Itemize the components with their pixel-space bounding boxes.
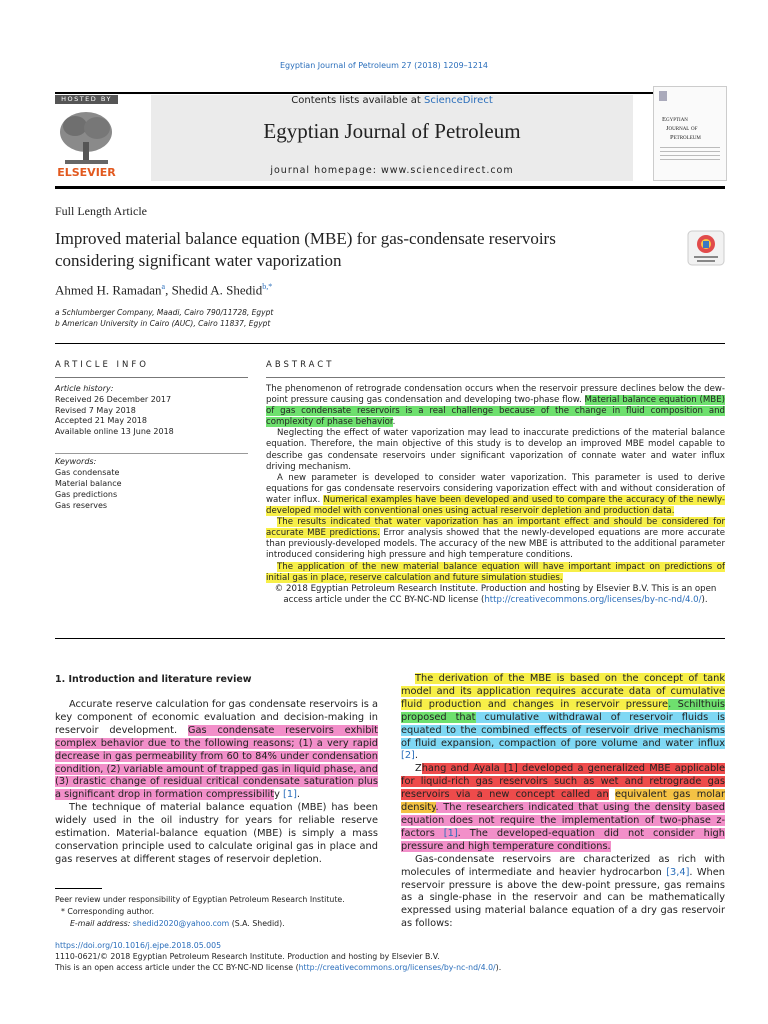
body-paragraph: Accurate reserve calculation for gas condensate reservoirs is a key component of economic evaluation and decision-making in reservoir development. Gas condensate reservoirs exhibit complex behavior due to the following reasons; (1) a very rapid decrease in gas permeability from 60 to 84% under condensation condition, (2) variable amount of trapped gas in liquid phase, and (3) drastic change of residual critical condensate saturation plus a significant drop in formation compressibility [1]. <box>55 699 378 801</box>
keyword-item: Gas reserves <box>55 501 108 510</box>
page-footer <box>55 940 501 973</box>
license-link[interactable]: http://creativecommons.org/licenses/by-nc-nd/4.0/ <box>298 963 496 972</box>
reference-link[interactable]: [1] <box>283 789 297 801</box>
issn-line: 1110-0621/© 2018 Egyptian Petroleum Research Institute. Production and hosting by Elsevier B.V. <box>55 952 440 961</box>
author-2-affil-sup[interactable]: b,* <box>262 282 273 291</box>
elsevier-wordmark: ELSEVIER <box>57 166 116 179</box>
journal-title: Egyptian Journal of Petroleum <box>263 119 521 143</box>
doi-link[interactable]: https://doi.org/10.1016/j.ejpe.2018.05.005 <box>55 941 222 950</box>
sciencedirect-link[interactable]: ScienceDirect <box>424 95 493 106</box>
author-1[interactable]: Ahmed H. Ramadan <box>55 282 162 298</box>
affiliation-a: a Schlumberger Company, Maadi, Cairo 790/11728, Egypt <box>55 308 274 317</box>
cover-title: Egyptian Journal of Petroleum <box>662 116 701 141</box>
keywords-label: Keywords: <box>55 457 97 466</box>
highlight-green[interactable]: . Schilthuis proposed that <box>401 698 725 723</box>
check-for-updates-icon[interactable] <box>687 230 725 266</box>
highlight-red[interactable]: hang and Ayala [1] developed a generalized MBE applicable for liquid-rich gas reservoirs such as wet and retrograde gas reservoirs via a new concept called an <box>401 763 725 801</box>
reference-link[interactable]: [1] <box>443 827 458 839</box>
journal-homepage[interactable]: journal homepage: www.sciencedirect.com <box>270 165 514 176</box>
highlight-yellow[interactable]: The application of the new material balance equation will have important impact on predictions of initial gas in place, reserve calculation and future simulation studies. <box>266 561 725 583</box>
body-paragraph: Zhang and Ayala [1] developed a generalized MBE applicable for liquid-rich gas reservoirs such as wet and retrograde gas reservoirs via a new concept called an equivalent gas molar density. The researchers indicated that using the density based equation does not require the implementation of two-phase z-factors [1]. The developed-equation did not consider high pressure and high temperature conditions. <box>401 763 725 852</box>
divider <box>55 377 248 378</box>
hosted-by-label: HOSTED BY <box>55 95 118 104</box>
affiliation-b: b American University in Cairo (AUC), Cairo 11837, Egypt <box>55 319 271 328</box>
footnotes <box>55 894 345 930</box>
contents-line <box>151 95 633 106</box>
divider <box>55 453 248 454</box>
header-bottom-rule <box>55 186 725 189</box>
divider <box>55 343 725 344</box>
highlight-yellow[interactable]: Numerical examples have been developed and used to compare the accuracy of the newly-developed model with conventional ones using actual reservoir depletion and production data. <box>266 494 725 517</box>
abstract-copyright: © 2018 Egyptian Petroleum Research Institute. Production and hosting by Elsevier B.V. This is an open access article under the CC BY-NC-ND license (http://creativecommons.org/licenses/by-nc-nd/4.0/). <box>274 583 717 605</box>
header-top-rule <box>55 92 725 94</box>
abstract-paragraph: Neglecting the effect of water vaporization may lead to inaccurate predictions of the material balance equation. Therefore, the main objective of this study is to develop an improved MBE model capable to describe gas condensate reservoirs under significant vaporization of connate water and water influx driving mechanism. <box>266 428 725 472</box>
highlight-orange[interactable]: equivalent gas molar density <box>401 789 725 814</box>
article-type: Full Length Article <box>55 204 147 218</box>
license-line: This is an open access article under the CC BY-NC-ND license (http://creativecommons.org/licenses/by-nc-nd/4.0/). <box>55 963 502 972</box>
history-received: Received 26 December 2017 <box>55 394 172 404</box>
history-accepted: Accepted 21 May 2018 <box>55 416 147 426</box>
keywords <box>55 456 122 511</box>
article-title: Improved material balance equation (MBE) for gas-condensate reservoirs considering significant water vaporization <box>55 229 556 270</box>
keyword-item: Material balance <box>55 479 122 488</box>
footnote-rule <box>55 888 102 889</box>
history-online: Available online 13 June 2018 <box>55 427 174 437</box>
peer-review-note: Peer review under responsibility of Egyptian Petroleum Research Institute. <box>55 895 345 904</box>
abstract-heading: ABSTRACT <box>266 360 335 370</box>
divider <box>55 638 725 639</box>
cover-text-lines <box>660 147 720 163</box>
divider <box>266 377 725 378</box>
keyword-item: Gas condensate <box>55 468 120 477</box>
history-label: Article history: <box>55 384 114 393</box>
reference-link[interactable]: [3,4] <box>666 866 690 878</box>
corresponding-author-note: * Corresponding author. <box>61 907 155 916</box>
highlight-pink[interactable]: . The researchers indicated that using the density based equation does not require the implementation of two-phase z-factors [1]. The developed-equation did not consider high pressure and high temperature conditions. <box>401 802 725 852</box>
body-paragraph: The derivation of the MBE is based on the concept of tank model and its application requires accurate data of cumulative fluid production and changes in reservoir pressure. Schilthuis proposed that cumulative withdrawal of reservoir fluids is equated to the combined effects of reservoir drive mechanisms of fluid expansion, compaction of pore volume and water influx [2]. <box>401 673 725 762</box>
abstract-paragraph: The results indicated that water vaporization has an important effect and should be considered for accurate MBE predictions. Error analysis showed that the newly-developed equations are more accurate than previously-developed models. The accuracy of the new MBE is attributed to the additional parameter introduced considering high pressure and high temperature conditions. <box>266 517 725 561</box>
article-history <box>55 384 174 438</box>
abstract-body <box>266 384 725 606</box>
journal-cover-thumbnail[interactable] <box>653 86 727 181</box>
body-column-right <box>401 673 725 931</box>
highlight-cyan[interactable]: cumulative withdrawal of reservoir fluids is equated to the combined effects of reservoir drive mechanisms of fluid expansion, compaction of pore volume and water influx <box>401 711 725 749</box>
contents-prefix: Contents lists available at <box>291 95 425 106</box>
highlight-pink[interactable]: Gas condensate reservoirs exhibit complex behavior due to the following reasons; (1) a very rapid decrease in gas permeability from 60 to 84% under condensation condition, (2) variable amount of trapped gas in liquid phase, and (3) drastic change of residual critical condensate saturation plus a significant drop in formation compressibilit <box>55 724 378 801</box>
cover-logo-icon <box>659 91 667 101</box>
email-link[interactable]: shedid2020@yahoo.com <box>132 919 230 928</box>
body-paragraph: The technique of material balance equation (MBE) has been widely used in the oil industry for years for reliable reserve estimation. Material-balance equation (MBE) is simply a mass conservation principle used to calculate original gas in place and gas reserves at different stages of reservoir depletion. <box>55 802 378 865</box>
body-column-left <box>55 699 378 867</box>
author-2[interactable]: Shedid A. Shedid <box>171 282 263 298</box>
highlight-yellow[interactable]: The results indicated that water vaporization has an important effect and should be considered for accurate MBE predictions. <box>266 517 725 539</box>
article-info-heading: ARTICLE INFO <box>55 360 149 370</box>
abstract-paragraph: A new parameter is developed to consider water vaporization. This parameter is used to derive equations for gas condensate reservoirs considering vaporization effect with and without consideration of water influx. Numerical examples have been developed and used to compare the accuracy of the newly-developed model with conventional ones using actual reservoir depletion and production data. <box>266 472 725 517</box>
affiliations <box>55 307 273 329</box>
highlight-green[interactable]: Material balance equation (MBE) of gas condensate reservoirs is a real challenge because of the change in fluid composition and complexity of phase behavior <box>266 395 725 428</box>
abstract-paragraph: The phenomenon of retrograde condensation occurs when the reservoir pressure declines below the dew-point pressure causing gas condensation and developing two-phase flow. Material balance equation (MBE) of gas condensate reservoirs is a real challenge because of the change in fluid composition and complexity of phase behavior. <box>266 384 725 428</box>
keyword-item: Gas predictions <box>55 490 118 499</box>
email-note: E-mail address: shedid2020@yahoo.com (S.A. Shedid). <box>70 919 285 928</box>
license-link[interactable]: http://creativecommons.org/licenses/by-nc-nd/4.0/ <box>484 594 702 605</box>
abstract-paragraph <box>266 562 725 584</box>
highlight-yellow[interactable]: The derivation of the MBE is based on the concept of tank model and its application requires accurate data of cumulative fluid production and changes in reservoir pressure <box>401 673 725 710</box>
author-1-affil-sup[interactable]: a <box>161 282 166 291</box>
reference-link[interactable]: [2] <box>401 750 415 762</box>
author-list: Ahmed H. Ramadan$^a$, Shedid A. Shedid$^{b,*}$ <box>55 282 273 298</box>
journal-citation[interactable]: Egyptian Journal of Petroleum 27 (2018) 1209–1214 <box>279 61 489 70</box>
body-paragraph: Gas-condensate reservoirs are characterized as rich with molecules of intermediate and heavier hydrocarbon [3,4]. When reservoir pressure is above the dew-point pressure, gas remains as a single-phase in the reservoir and can be mathematically expressed using material balance equation of a dry gas reservoir as follows: <box>401 853 725 930</box>
section-heading: 1. Introduction and literature review <box>55 674 252 685</box>
history-revised: Revised 7 May 2018 <box>55 405 136 415</box>
